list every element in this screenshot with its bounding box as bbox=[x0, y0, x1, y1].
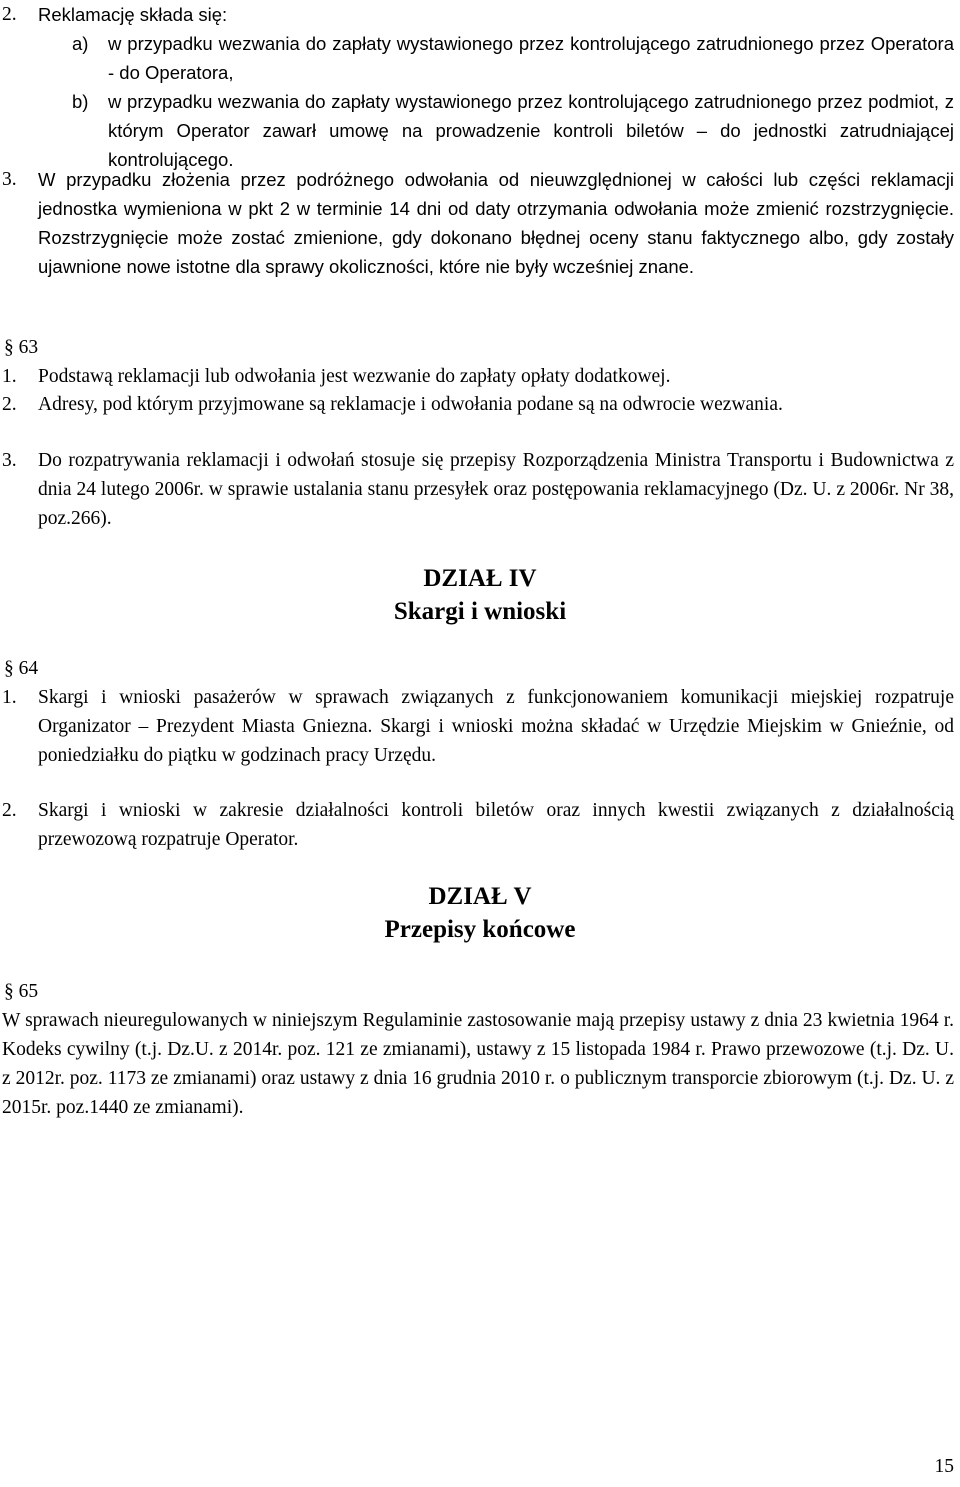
paragraph-text: Skargi i wnioski w zakresie działalności kontroli biletów oraz innych kwestii związanych z działalnością przewozową rozpatruje Operator. bbox=[38, 800, 954, 850]
section-number: 63 bbox=[18, 337, 39, 358]
item-number: 2. bbox=[2, 800, 17, 821]
page-number: 15 bbox=[934, 1456, 954, 1477]
paragraph-text: Podstawą reklamacji lub odwołania jest wezwanie do zapłaty opłaty dodatkowej. bbox=[38, 366, 671, 387]
section-label bbox=[4, 977, 38, 1006]
item-number: 2. bbox=[2, 4, 17, 25]
item-number: 3. bbox=[2, 169, 17, 190]
chapter-subtitle: Przepisy końcowe bbox=[384, 916, 576, 943]
item-number: 1. bbox=[2, 687, 17, 708]
item-number: 3. bbox=[2, 450, 17, 471]
section-sign: § bbox=[4, 981, 14, 1002]
section-label bbox=[4, 654, 38, 683]
sub-item-text: w przypadku wezwania do zapłaty wystawionego przez kontrolującego zatrudnionego przez podmiot, z którym Operator zawarł umowę na prowadzenie kontroli biletów – do jednostki zatrudniającej kontrolującego. bbox=[108, 91, 954, 170]
section-number: 65 bbox=[18, 981, 39, 1002]
paragraph-text: Reklamację składa się: bbox=[38, 4, 228, 25]
section-sign: § bbox=[4, 658, 14, 679]
item-number: 1. bbox=[2, 366, 17, 387]
item-number: 2. bbox=[2, 394, 17, 415]
chapter-title: DZIAŁ IV bbox=[423, 565, 537, 592]
paragraph-text: Do rozpatrywania reklamacji i odwołań stosuje się przepisy Rozporządzenia Ministra Transportu i Budownictwa z dnia 24 lutego 2006r. w sprawie ustalania stanu przesyłek oraz postępowania reklamacyjnego (Dz. U. z 2006r. Nr 38, poz.266). bbox=[38, 450, 954, 529]
section-sign: § bbox=[4, 337, 14, 358]
sub-item-text: w przypadku wezwania do zapłaty wystawionego przez kontrolującego zatrudnionego przez Operatora - do Operatora, bbox=[108, 33, 954, 83]
sub-item-label: a) bbox=[72, 33, 89, 54]
paragraph-text: W przypadku złożenia przez podróżnego odwołania od nieuwzględnionej w całości lub części reklamacji jednostka wymieniona w pkt 2 w terminie 14 dni od daty otrzymania odwołania może zmienić rozstrzygnięcie. Rozstrzygnięcie może zostać zmienione, gdy dokonano błędnej oceny stanu faktycznego albo, gdy zostały ujawnione nowe istotne dla sprawy okoliczności, które nie były wcześniej znane. bbox=[38, 169, 954, 277]
section-label bbox=[4, 333, 38, 362]
chapter-title: DZIAŁ V bbox=[428, 883, 532, 910]
sub-item-label: b) bbox=[72, 91, 89, 112]
chapter-subtitle: Skargi i wnioski bbox=[393, 598, 567, 625]
section-number: 64 bbox=[18, 658, 39, 679]
paragraph-text: Skargi i wnioski pasażerów w sprawach związanych z funkcjonowaniem komunikacji miejskiej rozpatruje Organizator – Prezydent Miasta Gniezna. Skargi i wnioski można składać w Urzędzie Miejskim w Gnieźnie, od poniedziałku do piątku w godzinach pracy Urzędu. bbox=[38, 687, 954, 766]
paragraph-text: W sprawach nieuregulowanych w niniejszym Regulaminie zastosowanie mają przepisy ustawy z dnia 23 kwietnia 1964 r. Kodeks cywilny (t.j. Dz.U. z 2014r. poz. 121 ze zmianami), ustawy z 15 listopada 1984 r. Prawo przewozowe (t.j. Dz. U. z 2012r. poz. 1173 ze zmianami) oraz ustawy z dnia 16 grudnia 2010 r. o publicznym transporcie zbiorowym (t.j. Dz. U. z 2015r. poz.1440 ze zmianami). bbox=[2, 1010, 954, 1118]
paragraph-text: Adresy, pod którym przyjmowane są reklamacje i odwołania podane są na odwrocie wezwania. bbox=[38, 394, 783, 415]
